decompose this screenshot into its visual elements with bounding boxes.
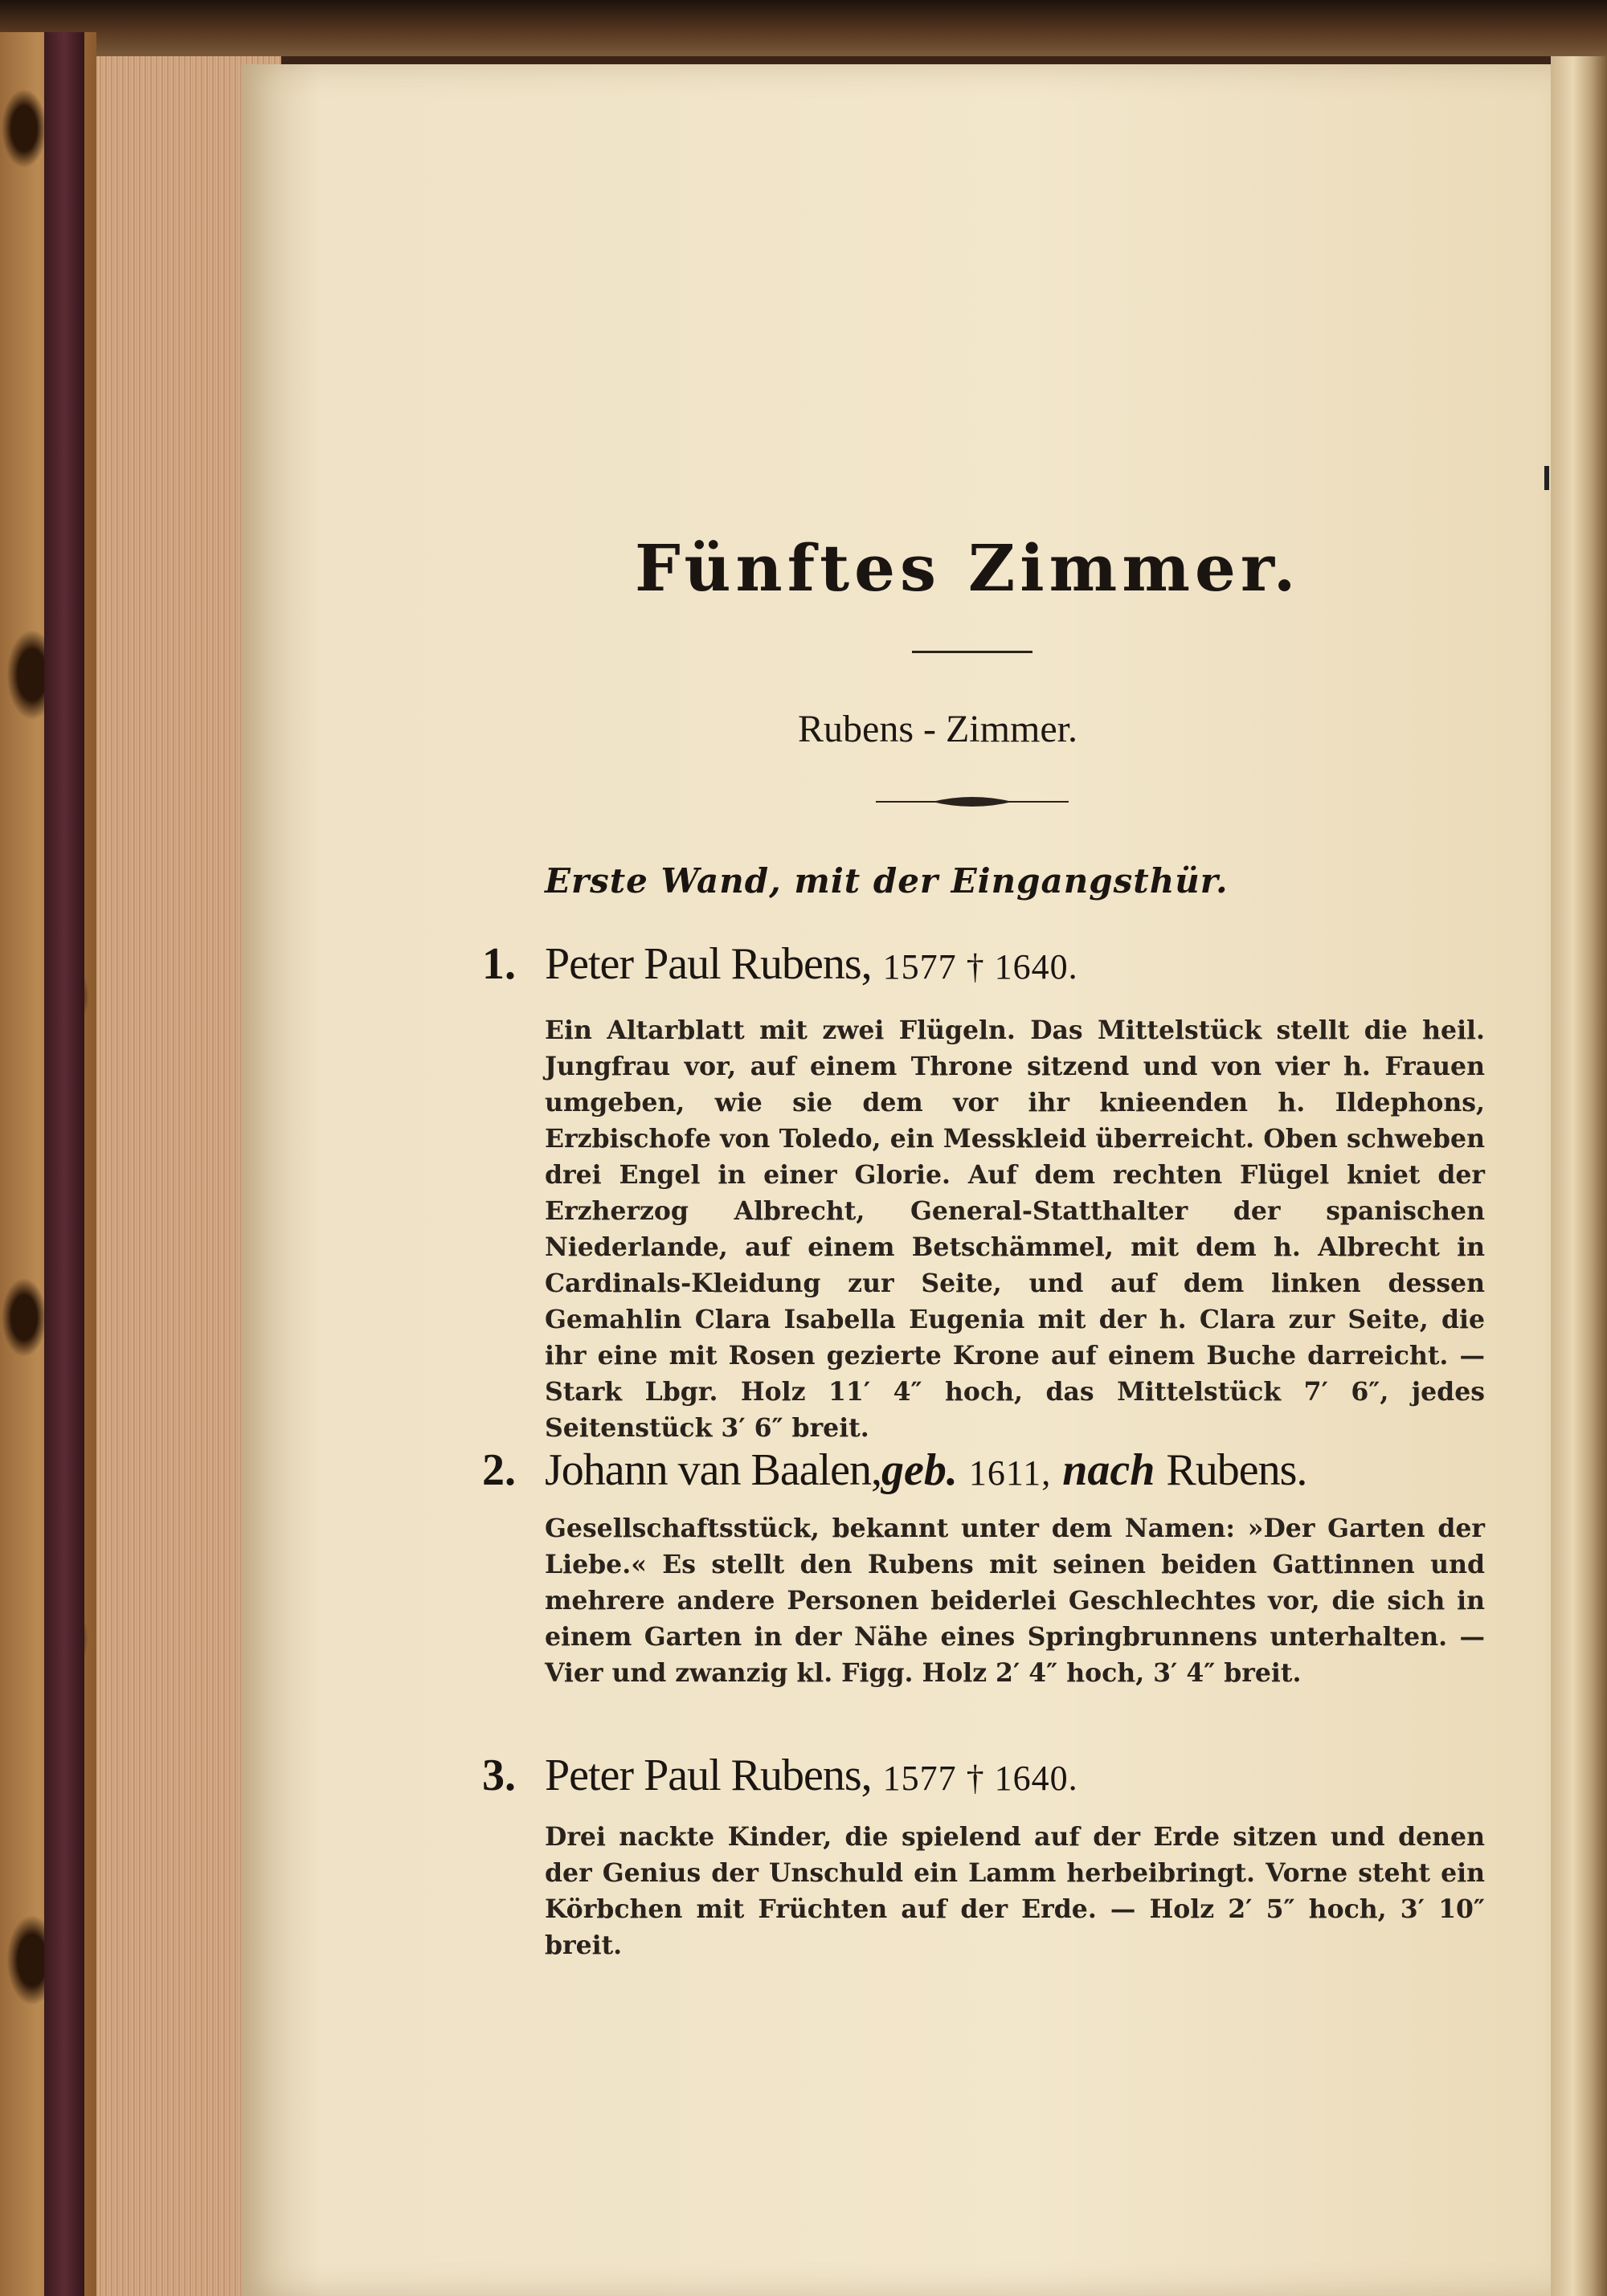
catalog-entry-3 bbox=[482, 1743, 1495, 1963]
entry-dates: 1577 † 1640. bbox=[882, 1759, 1078, 1798]
entry-number: 3. bbox=[482, 1751, 516, 1800]
entry-after-artist: Rubens. bbox=[1166, 1445, 1307, 1495]
catalog-entry-2 bbox=[482, 1438, 1495, 1691]
page-right-edge bbox=[1551, 56, 1607, 2296]
entry-description: Drei nackte Kinder, die spielend auf der Erde sitzen und denen der Genius der Unschuld ein Lamm herbeibringt. Vorne steht ein Körbchen mit Früchten auf der Erde. — Holz 2′ 5″ hoch, 3′ 10″ breit. bbox=[545, 1822, 1485, 1960]
entry-artist: Johann van Baalen, bbox=[545, 1445, 881, 1495]
title-divider bbox=[912, 651, 1032, 653]
entry-number: 1. bbox=[482, 939, 516, 989]
entry-header bbox=[482, 1743, 1495, 1808]
entry-header bbox=[482, 1438, 1495, 1502]
entry-dates: 1577 † 1640. bbox=[882, 947, 1078, 987]
entry-nach: nach bbox=[1062, 1445, 1155, 1495]
section-heading: Erste Wand, mit der Eingangsthür. bbox=[545, 861, 1229, 901]
catalog-entry-1 bbox=[482, 932, 1495, 1446]
book-spine bbox=[44, 32, 84, 2296]
entry-number: 2. bbox=[482, 1445, 516, 1495]
entry-description: Ein Altarblatt mit zwei Flügeln. Das Mittelstück stellt die heil. Jungfrau vor, auf einem Throne sitzend und von vier h. Frauen umgeben, wie sie dem vor ihr knieenden h. Ildephons, Erzbischofe von Toledo, ein Messkleid überreicht. Oben schweben drei Engel in einer Glorie. Auf dem rechten Flügel kniet der Erzherzog Albrecht, General-Statthalter der spanischen Niederlande, auf einem Betschämmel, mit dem h. Albrecht in Cardinals-Kleidung zur Seite, und auf dem linken dessen Gemahlin Clara Isabella Eugenia mit der h. Clara zur Seite, die ihr eine mit Rosen gezierte Krone auf einem Buche darreicht. — Stark Lbgr. Holz 11′ 4″ hoch, das Mittelstück 7′ 6″, jedes Seitenstück 3′ 6″ breit. bbox=[545, 1015, 1485, 1443]
entry-description: Gesellschaftsstück, bekannt unter dem Namen: »Der Garten der Liebe.« Es stellt den Rubens mit seinen beiden Gattinnen und mehrere andere Personen beiderlei Geschlechtes vor, die sich in einem Garten in der Nähe eines Springbrunnens unterhalten. — Vier und zwanzig kl. Figg. Holz 2′ 4″ hoch, 3′ 4″ breit. bbox=[545, 1514, 1485, 1688]
ornament-divider bbox=[876, 794, 1069, 810]
entry-artist: Peter Paul Rubens, bbox=[545, 939, 872, 989]
page-mark bbox=[1544, 466, 1549, 490]
entry-dates: 1611, bbox=[968, 1453, 1052, 1493]
entry-geb: geb. bbox=[881, 1445, 958, 1495]
subtitle: Rubens - Zimmer. bbox=[798, 708, 1077, 750]
entry-artist: Peter Paul Rubens, bbox=[545, 1751, 872, 1800]
chapter-title: Fünftes Zimmer. bbox=[635, 530, 1301, 606]
book-top-edge bbox=[0, 0, 1607, 56]
entry-header bbox=[482, 932, 1495, 996]
